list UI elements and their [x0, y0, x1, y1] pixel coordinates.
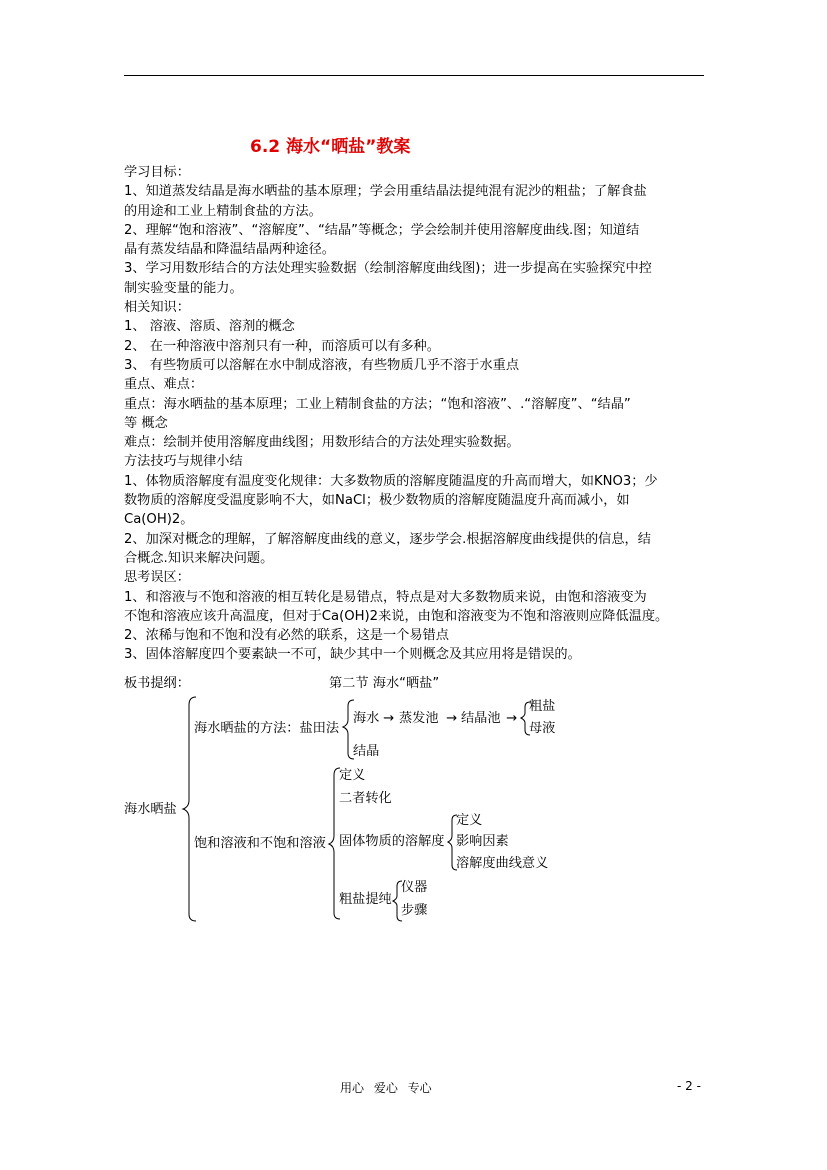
text-line: 3、 有些物质可以溶解在水中制成溶液，有些物质几乎不溶于水重点: [124, 357, 520, 373]
solubility-label: 固体物质的溶解度: [339, 834, 445, 849]
text-line: 晶有蒸发结晶和降温结晶两种途径。: [124, 242, 335, 258]
crystallization-pond-label: 结晶池: [461, 711, 501, 726]
text-line: Ca(OH)2。: [124, 512, 194, 528]
instruments-label: 仪器: [401, 880, 428, 895]
solubility-definition-label: 定义: [456, 813, 483, 828]
crystallization-label: 结晶: [353, 744, 380, 759]
root-label: 海水晒盐: [124, 802, 177, 817]
text-line: 数物质的溶解度受温度影响不大，如NaCl；极少数物质的溶解度随温度升高而减小，如: [124, 493, 630, 509]
arrow-icon: →: [506, 711, 518, 726]
text-line: 制实验变量的能力。: [124, 280, 243, 296]
text-line: 1、体物质溶解度有温度变化规律：大多数物质的溶解度随温度的升高而增大，如KNO3；少: [124, 473, 658, 489]
text-line: 难点：绘制并使用溶解度曲线图；用数形结合的方法处理实验数据。: [124, 435, 520, 451]
conversion-label: 二者转化: [339, 791, 392, 806]
text-line: 2、浓稀与饱和不饱和没有必然的联系，这是一个易错点: [124, 628, 449, 644]
branch1-label: 海水晒盐的方法：盐田法: [194, 721, 340, 736]
page-title: 6.2 海水“晒盐”教案: [250, 137, 411, 157]
purification-label: 粗盐提纯: [339, 892, 392, 907]
text-line: 2、理解“饱和溶液”、“溶解度”、“结晶”等概念；学会绘制并使用溶解度曲线.图；知道结: [124, 222, 640, 238]
text-line: 1、 溶液、溶质、溶剂的概念: [124, 319, 295, 335]
crude-salt-label: 粗盐: [529, 699, 556, 714]
arrow-icon: →: [446, 711, 458, 726]
text-line: 2、 在一种溶液中溶剂只有一种，而溶质可以有多种。: [124, 338, 440, 354]
text-line: 2、加深对概念的理解，了解溶解度曲线的意义，逐步学会.根据溶解度曲线提供的信息，结: [124, 531, 651, 547]
text-line: 1、和溶液与不饱和溶液的相互转化是易错点，特点是对大多数物质来说，由饱和溶液变为: [124, 589, 647, 605]
seawater-label: 海水: [353, 711, 380, 726]
text-line: 3、学习用数形结合的方法处理实验数据（绘制溶解度曲线图)；进一步提高在实验探究中控: [124, 261, 652, 277]
board-heading: 第二节 海水“晒盐”: [329, 676, 440, 691]
text-line: 学习目标：: [124, 165, 190, 180]
steps-label: 步骤: [401, 903, 428, 918]
definition-label: 定义: [339, 768, 366, 783]
text-line: 1、知道蒸发结晶是海水晒盐的基本原理；学会用重结晶法提纯混有泥沙的粗盐；了解食盐: [124, 184, 647, 200]
influence-factors-label: 影响因素: [456, 834, 509, 849]
mother-liquor-label: 母液: [529, 721, 556, 736]
branch2-label: 饱和溶液和不饱和溶液: [194, 836, 326, 851]
text-line: 重点：海水晒盐的基本原理；工业上精制食盐的方法；“饱和溶液”、.“溶解度”、“结晶”: [124, 396, 631, 412]
text-line: 相关知识：: [124, 300, 190, 316]
text-line: 不饱和溶液应该升高温度，但对于Ca(OH)2来说，由饱和溶液变为不饱和溶液则应降低温度。: [124, 608, 669, 624]
footer-text: 用心 爱心 专心: [340, 1081, 432, 1095]
text-line: 思考误区：: [124, 570, 190, 586]
text-line: 合概念.知识来解决问题。: [124, 550, 274, 566]
text-line: 重点、难点：: [124, 377, 204, 393]
curve-meaning-label: 溶解度曲线意义: [456, 856, 549, 871]
page-number: - 2 -: [677, 1079, 701, 1093]
text-line: 方法技巧与规律小结: [124, 454, 243, 470]
board-outline-label: 板书提纲：: [124, 676, 190, 691]
arrow-icon: →: [383, 711, 395, 726]
evaporation-pond-label: 蒸发池: [399, 711, 439, 726]
text-line: 的用途和工业上精制食盐的方法。: [124, 203, 322, 219]
text-line: 等 概念: [124, 415, 168, 431]
text-line: 3、固体溶解度四个要素缺一不可，缺少其中一个则概念及其应用将是错误的。: [124, 647, 581, 663]
